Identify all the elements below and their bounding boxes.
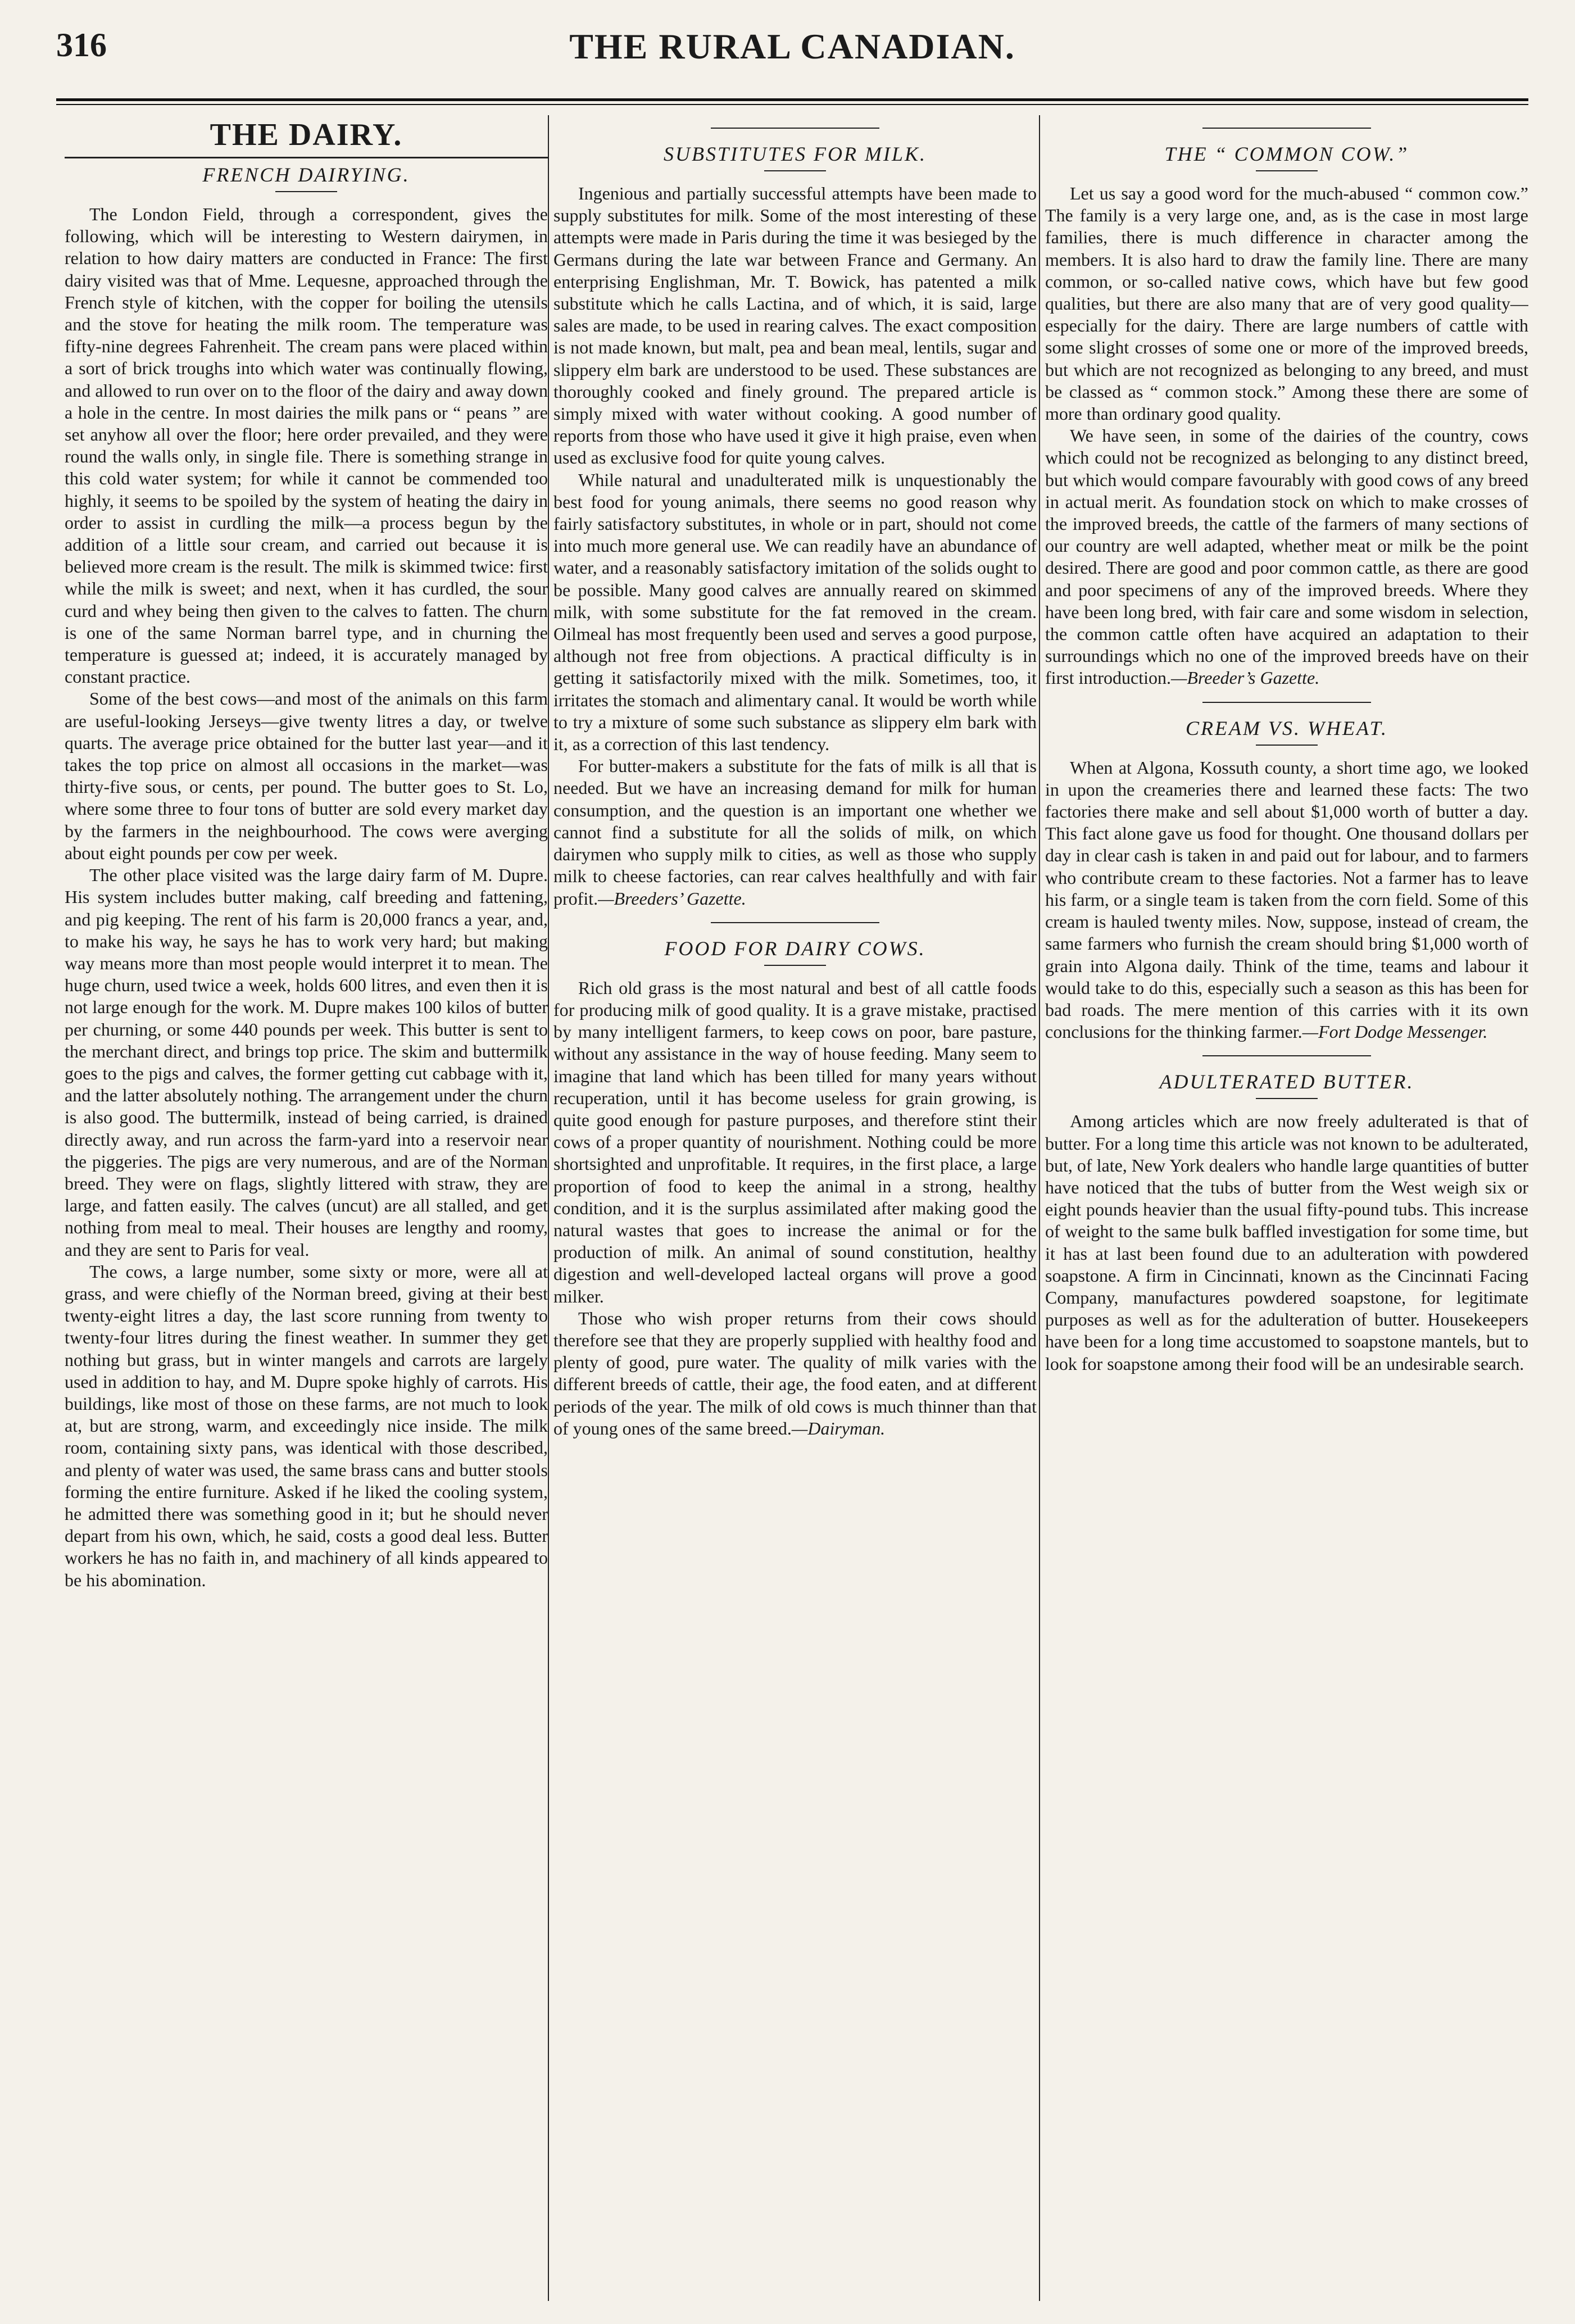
article-separator [711, 922, 879, 923]
article-paragraph: Let us say a good word for the much-abused “ common cow.” The family is a very large one, and, as is the case in most large families, there is much difference in character among the members. It is also hard to draw the family line. There are many common, or so-called native cows, which have but few good qualities, but there are also many that are of very good quality—especially for the dairy. There are large numbers of cattle with some slight crosses of some one or more of the improved breeds, but which are not recognized as belonging to any breed, and must be classed as “ common stock.” Among these there are some of more than ordinary good quality. [1045, 183, 1528, 424]
article-paragraph [553, 755, 1037, 909]
article-paragraph: Ingenious and partially successful attempts have been made to supply substitutes for milk. Some of the most interesting of these attempts were made in Paris during the time it was besieged by the Germans during the late war between France and Germany. An enterprising Englishman, Mr. T. Bowick, has patented a milk substitute which he calls Lactina, and of which, it is said, large sales are made, to be used in rearing calves. The exact composition is not made known, but malt, pea and bean meal, lentils, sugar and slippery elm bark are understood to be used. These substances are thoroughly cooked and finely ground. The prepared article is simply mixed with water without cooking. A good number of reports from those who have used it give it high praise, even when used as exclusive food for quite young calves. [553, 183, 1037, 468]
title-rule [1256, 170, 1318, 171]
article-title-substitutes-for-milk: SUBSTITUTES FOR MILK. [663, 143, 927, 165]
column-divider [548, 115, 549, 2301]
paragraph-text: We have seen, in some of the dairies of the country, cows which could not be recognized as belonging to any distinct breed, but which would compare favourably with good cows of any breed in actual merit. As foundation stock on which to make crosses of the improved breeds, the cattle of the farmers of many sections of our country are well adapted, whether meat or milk be the point desired. There are good and poor common cattle, as there are good and poor specimens of any of the improved breeds. Where they have been long bred, with fair care and some wisdom in selection, the common cattle often have acquired an adaptation to their surroundings which no one of the improved breeds have on their first introduction. [1045, 425, 1528, 688]
title-rule [1256, 1098, 1318, 1099]
article-credit: —Breeders’ Gazette. [598, 888, 746, 909]
paragraph-text: For butter-makers a substitute for the fats of milk is all that is needed. But we have an increasing demand for milk for human consumption, and the question is an important one whether we cannot find a substitute for all the solids of milk, on which dairymen who supply milk to cities, as well as those who supply milk to cheese factories, can rear calves healthfully and with fair profit. [553, 756, 1037, 909]
article-title-adulterated-butter: ADULTERATED BUTTER. [1159, 1070, 1414, 1093]
column-3 [1045, 115, 1528, 2301]
article-paragraph: While natural and unadulterated milk is unquestionably the best food for young animals, there seems no good reason why fairly satisfactory substitutes, in whole or in part, should not come into much more general use. We can readily have an abundance of water, and a reasonably satisfactory imitation of the solids ought to be possible. Many good calves are annually reared on skimmed milk, with some substitute for the fat removed in the cream. Oilmeal has most frequently been used and serves a good purpose, although not free from objections. A practical difficulty is in getting it satisfactorily mixed with the milk. Sometimes, too, it irritates the stomach and alimentary canal. It would be worth while to try a mixture of some such substance as slippery elm bark with it, as a correction of this last tendency. [553, 469, 1037, 755]
article-separator [1202, 1055, 1371, 1056]
article-paragraph: The London Field, through a correspondent, gives the following, which will be interesting to Western dairymen, in relation to how dairy matters are conducted in France: The first dairy visited was that of Mme. Lequesne, approached through the French style of kitchen, with the copper for boiling the utensils and the stove for heating the milk room. The temperature was fifty-nine degrees Fahrenheit. The cream pans were placed within a sort of brick troughs into which water was continually flowing, and allowed to run over on to the floor of the dairy and away down a hole in the centre. In most dairies the milk pans or “ peans ” are set anyhow all over the floor; here order prevailed, and they were round the walls only, in single file. There is something strange in this cold water system; for while it cannot be commended too highly, it seems to be spoiled by the system of heating the dairy in order to assist in curdling the milk—a process begun by the addition of a little sour cream, and carried out because it is believed more cream is the result. The milk is skimmed twice: first while the milk is sweet; and next, when it has curdled, the sour curd and whey being then given to the calves to fatten. The churn is one of the same Norman barrel type, and in churning the temperature is guessed at; indeed, it is accurately managed by constant practice. [65, 204, 548, 687]
title-rule [1256, 745, 1318, 746]
column-1 [65, 115, 548, 2301]
paper-title: THE RURAL CANADIAN. [569, 26, 1015, 66]
article-separator [711, 128, 879, 129]
masthead [56, 22, 1528, 90]
title-rule [275, 191, 337, 192]
paragraph-text: When at Algona, Kossuth county, a short time ago, we looked in upon the creameries there and learned these facts: The two factories there make and sell about $1,000 worth of butter a day. This fact alone gave us food for thought. One thousand dollars per day in clear cash is taken in and paid out for labour, and to farmers who contribute cream to these factories. Not a farmer has to leave his farm, or a single team is taken from the corn field. Some of this cream is hauled twenty miles. Now, suppose, instead of cream, the same farmers who furnish the cream should bring $1,000 worth of grain into Algona daily. Think of the time, teams and labour it would take to do this, especially such a season as this has been for bad roads. The mere mention of this carries with it its own conclusions for the thinking farmer. [1045, 757, 1528, 1042]
article-separator [1202, 128, 1371, 129]
paragraph-text: Those who wish proper returns from their cows should therefore see that they are properly supplied with healthy food and plenty of good, pure water. The quality of milk varies with the different breeds of cattle, their age, the food eaten, and at different periods of the year. The milk of old cows is much thinner than that of young ones of the same breed. [553, 1308, 1037, 1438]
article-title-cream-vs-wheat: CREAM VS. WHEAT. [1186, 716, 1388, 739]
article-paragraph [1045, 757, 1528, 1043]
article-title-french-dairying: FRENCH DAIRYING. [202, 164, 410, 186]
article-paragraph [553, 1308, 1037, 1440]
article-title-common-cow: THE “ COMMON COW.” [1164, 143, 1409, 165]
column-divider [1039, 115, 1040, 2301]
article-paragraph: Some of the best cows—and most of the animals on this farm are useful-looking Jerseys—give twenty litres a day, or twelve quarts. The average price obtained for the butter last year—and it takes the top price on almost all occasions in the market—was thirty-five sous, or cents, per pound. The butter goes to St. Lo, where some three to four tons of butter are sold every market day by the farmers in the neighbourhood. The cows were averging about eight pounds per cow per week. [65, 688, 548, 863]
article-credit: —Fort Dodge Messenger. [1302, 1022, 1488, 1042]
article-paragraph [1045, 425, 1528, 689]
title-rule [764, 170, 826, 171]
article-title-food-for-dairy-cows: FOOD FOR DAIRY COWS. [664, 937, 926, 960]
article-separator [1202, 702, 1371, 703]
page-number: 316 [56, 26, 107, 63]
section-heading: THE DAIRY. [65, 115, 548, 158]
article-paragraph: Rich old grass is the most natural and best of all cattle foods for producing milk of good quality. It is a grave mistake, practised by many intelligent farmers, to keep cows on poor, bare pasture, without any assistance in the way of house feeding. Many seem to imagine that land which has been tilled for many years without recuperation, until it has become useless for grain growing, is quite good enough for pasture purposes, and therefore stint their cows of a proper quantity of nourishment. Nothing could be more shortsighted and unprofitable. It requires, in the first place, a large proportion of food to keep the animal in a strong, healthy condition, and it is the surplus assimilated after making good the natural wastes that goes to increase the animal or for the production of milk. An animal of sound constitution, healthy digestion and well-developed lacteal organs will prove a good milker. [553, 977, 1037, 1306]
article-paragraph: The cows, a large number, some sixty or more, were all at grass, and were chiefly of the Norman breed, giving at their best twenty-eight litres a day, the last score running from twenty to twenty-four litres during the finest weather. In summer they get nothing but grass, but in winter mangels and carrots are largely used in addition to hay, and M. Dupre spoke highly of carrots. His buildings, like most of those on these farms, are not much to look at, but are strong, warm, and exceedingly nice inside. The milk room, containing sixty pans, was identical with those described, and plenty of water was used, the same brass cans and butter stools forming the entire furniture. Asked if he liked the cooling system, he admitted there was something good in it; but he should never depart from his own, which, he said, costs a good deal less. Butter workers he has no faith in, and machinery of all kinds appeared to be his abomination. [65, 1261, 548, 1590]
column-2 [553, 115, 1037, 2301]
article-credit: —Breeder’s Gazette. [1170, 668, 1320, 688]
title-rule [764, 965, 826, 966]
article-paragraph: Among articles which are now freely adulterated is that of butter. For a long time this article was not known to be adulterated, but, of late, New York dealers who handle large quantities of butter have noticed that the tubs of butter from the West weigh six or eight pounds heavier than the usual fifty-pound tubs. This increase of weight to the same bulk baffled investigation for some time, but it has at last been found due to an adulteration with powdered soapstone. A firm in Cincinnati, known as the Cincinnati Facing Company, manufactures powdered soapstone, for legitimate purposes as well as for the adulteration of butter. Housekeepers have been for a long time accustomed to soapstone mantels, but to look for soapstone among their food will be an undesirable search. [1045, 1111, 1528, 1374]
article-paragraph: The other place visited was the large dairy farm of M. Dupre. His system includes butter making, calf breeding and fattening, and pig keeping. The rent of his farm is 20,000 francs a year, and, to make his way, he says he has to work very hard; but making way means more than most people would interpret it to mean. The huge churn, used twice a week, holds 600 litres, and even then it is not large enough for the work. M. Dupre makes 100 kilos of butter per churning, or some 440 pounds per week. This butter is sent to the merchant direct, and brings top price. The skim and buttermilk goes to the pigs and calves, the former getting cut cabbage with it, and the latter absolutely nothing. The arrangement under the churn is also good. The buttermilk, instead of being carried, is drained directly away, and run across the farm-yard into a reservoir near the piggeries. The pigs are very numerous, and are of the Norman breed. They were on flags, slightly littered with straw, they are large, and fatten easily. The calves (uncut) are all stalled, and get nothing from meal to meal. Their houses are lengthy and roomy, and they are sent to Paris for veal. [65, 865, 548, 1260]
article-credit: —Dairyman. [791, 1418, 886, 1438]
masthead-rule [56, 98, 1528, 105]
